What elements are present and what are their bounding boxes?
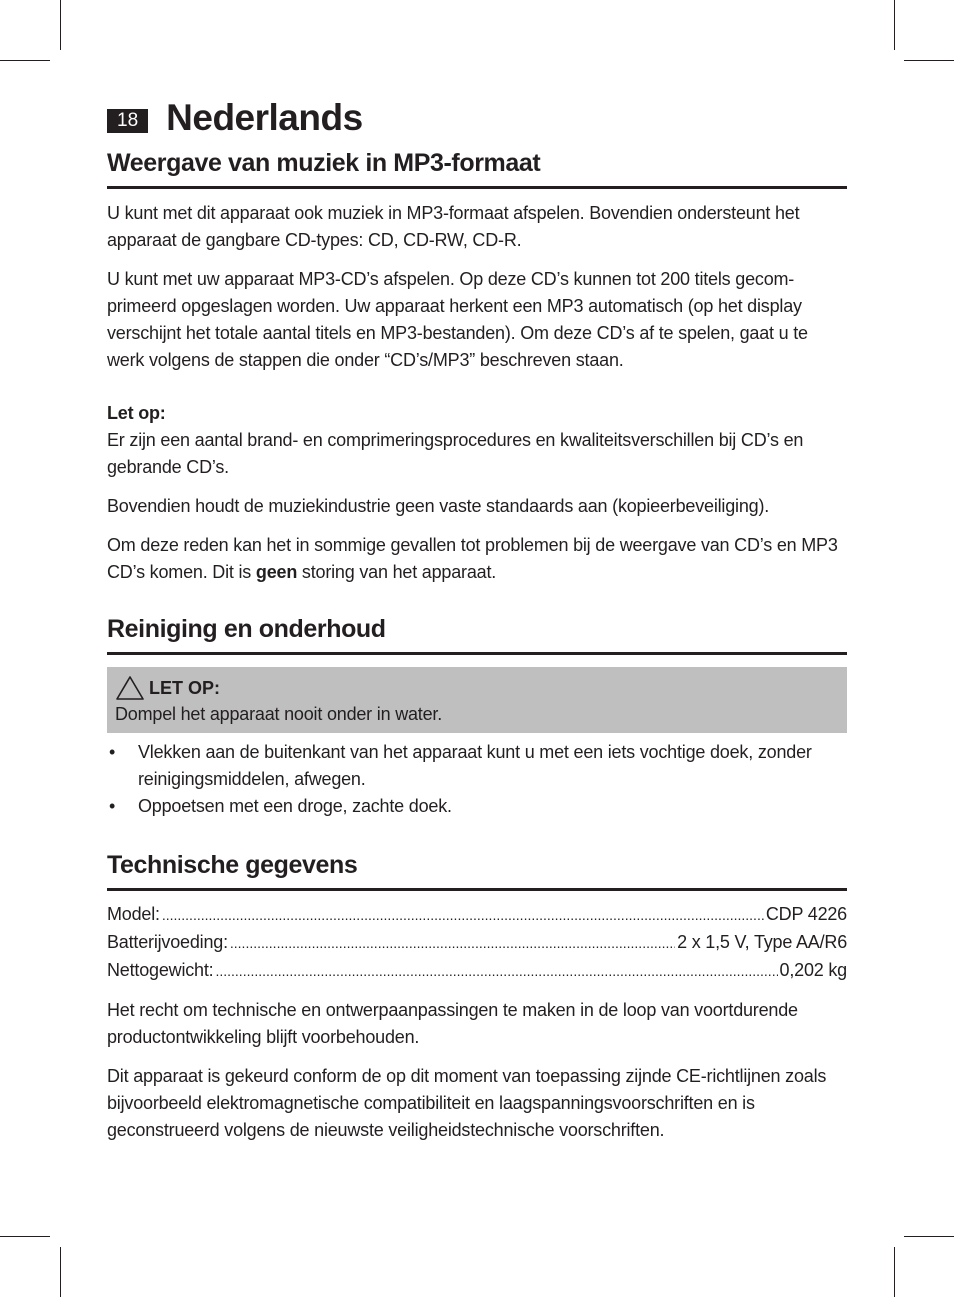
paragraph: U kunt met dit apparaat ook muziek in MP3-formaat afspelen. Bovendien ondersteunt het apparaat de gangbare CD-types: CD, CD-RW, CD-R. xyxy=(107,203,800,250)
list-item: • Oppoetsen met een droge, zachte doek. xyxy=(107,793,847,820)
spec-row xyxy=(107,901,847,929)
crop-mark xyxy=(60,0,61,50)
dot-leader xyxy=(162,901,764,929)
spec-label: Batterijvoeding: xyxy=(107,932,228,952)
paragraph: U kunt met uw apparaat MP3-CD’s afspelen. Op deze CD’s kunnen tot 200 titels gecomprimeerd opgeslagen worden. Uw apparaat herkent een MP3 automatisch (op het display verschijnt het totale aantal titels en MP3-bestanden). Om deze CD’s af te spelen, gaat u te werk volgens de stappen die onder “CD’s/MP3” beschreven staan. xyxy=(107,269,808,370)
paragraph: Bovendien houdt de muziekindustrie geen vaste standaards aan (kopieerbeveiliging). xyxy=(107,496,770,516)
warning-label: LET OP: xyxy=(149,678,220,698)
section-heading-cleaning: Reiniging en onderhoud xyxy=(107,614,847,655)
section-heading-specs: Technische gegevens xyxy=(107,850,847,891)
section-cleaning xyxy=(107,614,847,820)
spec-value: 2 x 1,5 V, Type AA/R6 xyxy=(677,932,847,952)
warning-text: Dompel het apparaat nooit onder in water. xyxy=(115,704,443,724)
crop-mark xyxy=(0,60,50,61)
crop-mark xyxy=(904,1236,954,1237)
crop-mark xyxy=(0,1236,50,1237)
section-heading-mp3: Weergave van muziek in MP3-formaat xyxy=(107,148,847,189)
list-item: • Vlekken aan de buitenkant van het apparaat kunt u met een iets vochtige doek, zonder reinigingsmiddelen, afwegen. xyxy=(107,739,847,793)
crop-mark xyxy=(894,0,895,50)
spec-label: Nettogewicht: xyxy=(107,960,214,980)
crop-mark xyxy=(894,1247,895,1297)
spec-row xyxy=(107,957,847,985)
page-content xyxy=(107,97,847,1144)
note-label: Let op: xyxy=(107,403,166,423)
dot-leader xyxy=(230,929,675,957)
page-title: Nederlands xyxy=(166,97,363,138)
dot-leader xyxy=(215,957,777,985)
crop-mark xyxy=(60,1247,61,1297)
section-specs xyxy=(107,850,847,1144)
emphasis-text: geen xyxy=(255,562,298,582)
text-span: storing van het apparaat. xyxy=(297,562,497,582)
paragraph xyxy=(107,532,847,586)
paragraph: Dit apparaat is gekeurd conform de op dit moment van toepassing zijnde CE-richtlijnen zoals bijvoorbeeld elektromagnetische compatibiliteit en laagspanningsvoorschriften en is geconstrueerd volgens de nieuwste veiligheidstechnische voorschriften. xyxy=(107,1066,827,1140)
warning-box xyxy=(107,667,847,733)
spec-table xyxy=(107,901,847,985)
section-mp3 xyxy=(107,148,847,586)
warning-header xyxy=(115,675,839,701)
page-number: 18 xyxy=(107,109,148,133)
crop-mark xyxy=(904,60,954,61)
spec-value: 0,202 kg xyxy=(779,960,847,980)
paragraph: Het recht om technische en ontwerpaanpassingen te maken in de loop van voortdurende productontwikkeling blijft voorbehouden. xyxy=(107,1000,798,1047)
paragraph: Er zijn een aantal brand- en comprimeringsprocedures en kwaliteitsverschillen bij CD’s en gebrande CD’s. xyxy=(107,430,804,477)
bullet-list xyxy=(107,739,847,820)
page-title-row xyxy=(107,97,847,138)
spec-label: Model: xyxy=(107,904,160,924)
spec-row xyxy=(107,929,847,957)
spec-value: CDP 4226 xyxy=(765,904,847,924)
text-span: Om deze reden kan het in sommige gevallen tot problemen bij de weergave van CD’s en MP3 CD’s komen. Dit is xyxy=(107,535,838,582)
warning-triangle-icon xyxy=(115,675,145,701)
